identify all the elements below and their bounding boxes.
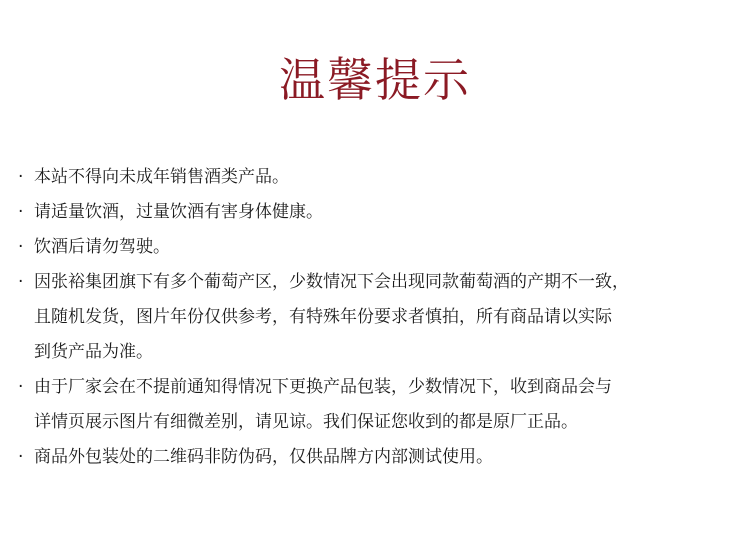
notice-line: 到货产品为准。 (34, 342, 153, 362)
page-title: 温馨提示 (279, 53, 471, 107)
notice-item-vintage (18, 265, 730, 370)
notice-line: 饮酒后请勿驾驶。 (34, 237, 170, 257)
notice-line: 由于厂家会在不提前通知得情况下更换产品包装，少数情况下，收到商品会与 (34, 377, 612, 397)
notice-line: 因张裕集团旗下有多个葡萄产区，少数情况下会出现同款葡萄酒的产期不一致， (34, 272, 629, 292)
notice-item-moderation (18, 195, 730, 230)
notice-line: 商品外包装处的二维码非防伪码，仅供品牌方内部测试使用。 (34, 447, 493, 467)
notice-line: 请适量饮酒，过量饮酒有害身体健康。 (34, 202, 323, 222)
notice-item-qr-code (18, 440, 730, 475)
notice-list (18, 160, 730, 475)
notice-line: 详情页展示图片有细微差别，请见谅。我们保证您收到的都是原厂正品。 (34, 412, 578, 432)
notice-item-packaging (18, 370, 730, 440)
notice-line: 且随机发货，图片年份仅供参考，有特殊年份要求者慎拍，所有商品请以实际 (34, 307, 612, 327)
bullet-dot: · (18, 447, 24, 467)
bullet-dot: · (18, 237, 24, 257)
notice-item-underage (18, 160, 730, 195)
bullet-dot: · (18, 167, 24, 187)
bullet-dot: · (18, 377, 24, 397)
bullet-dot: · (18, 202, 24, 222)
bullet-dot: · (18, 272, 24, 292)
notice-line: 本站不得向未成年销售酒类产品。 (34, 167, 289, 187)
notice-item-no-drink-driving (18, 230, 730, 265)
